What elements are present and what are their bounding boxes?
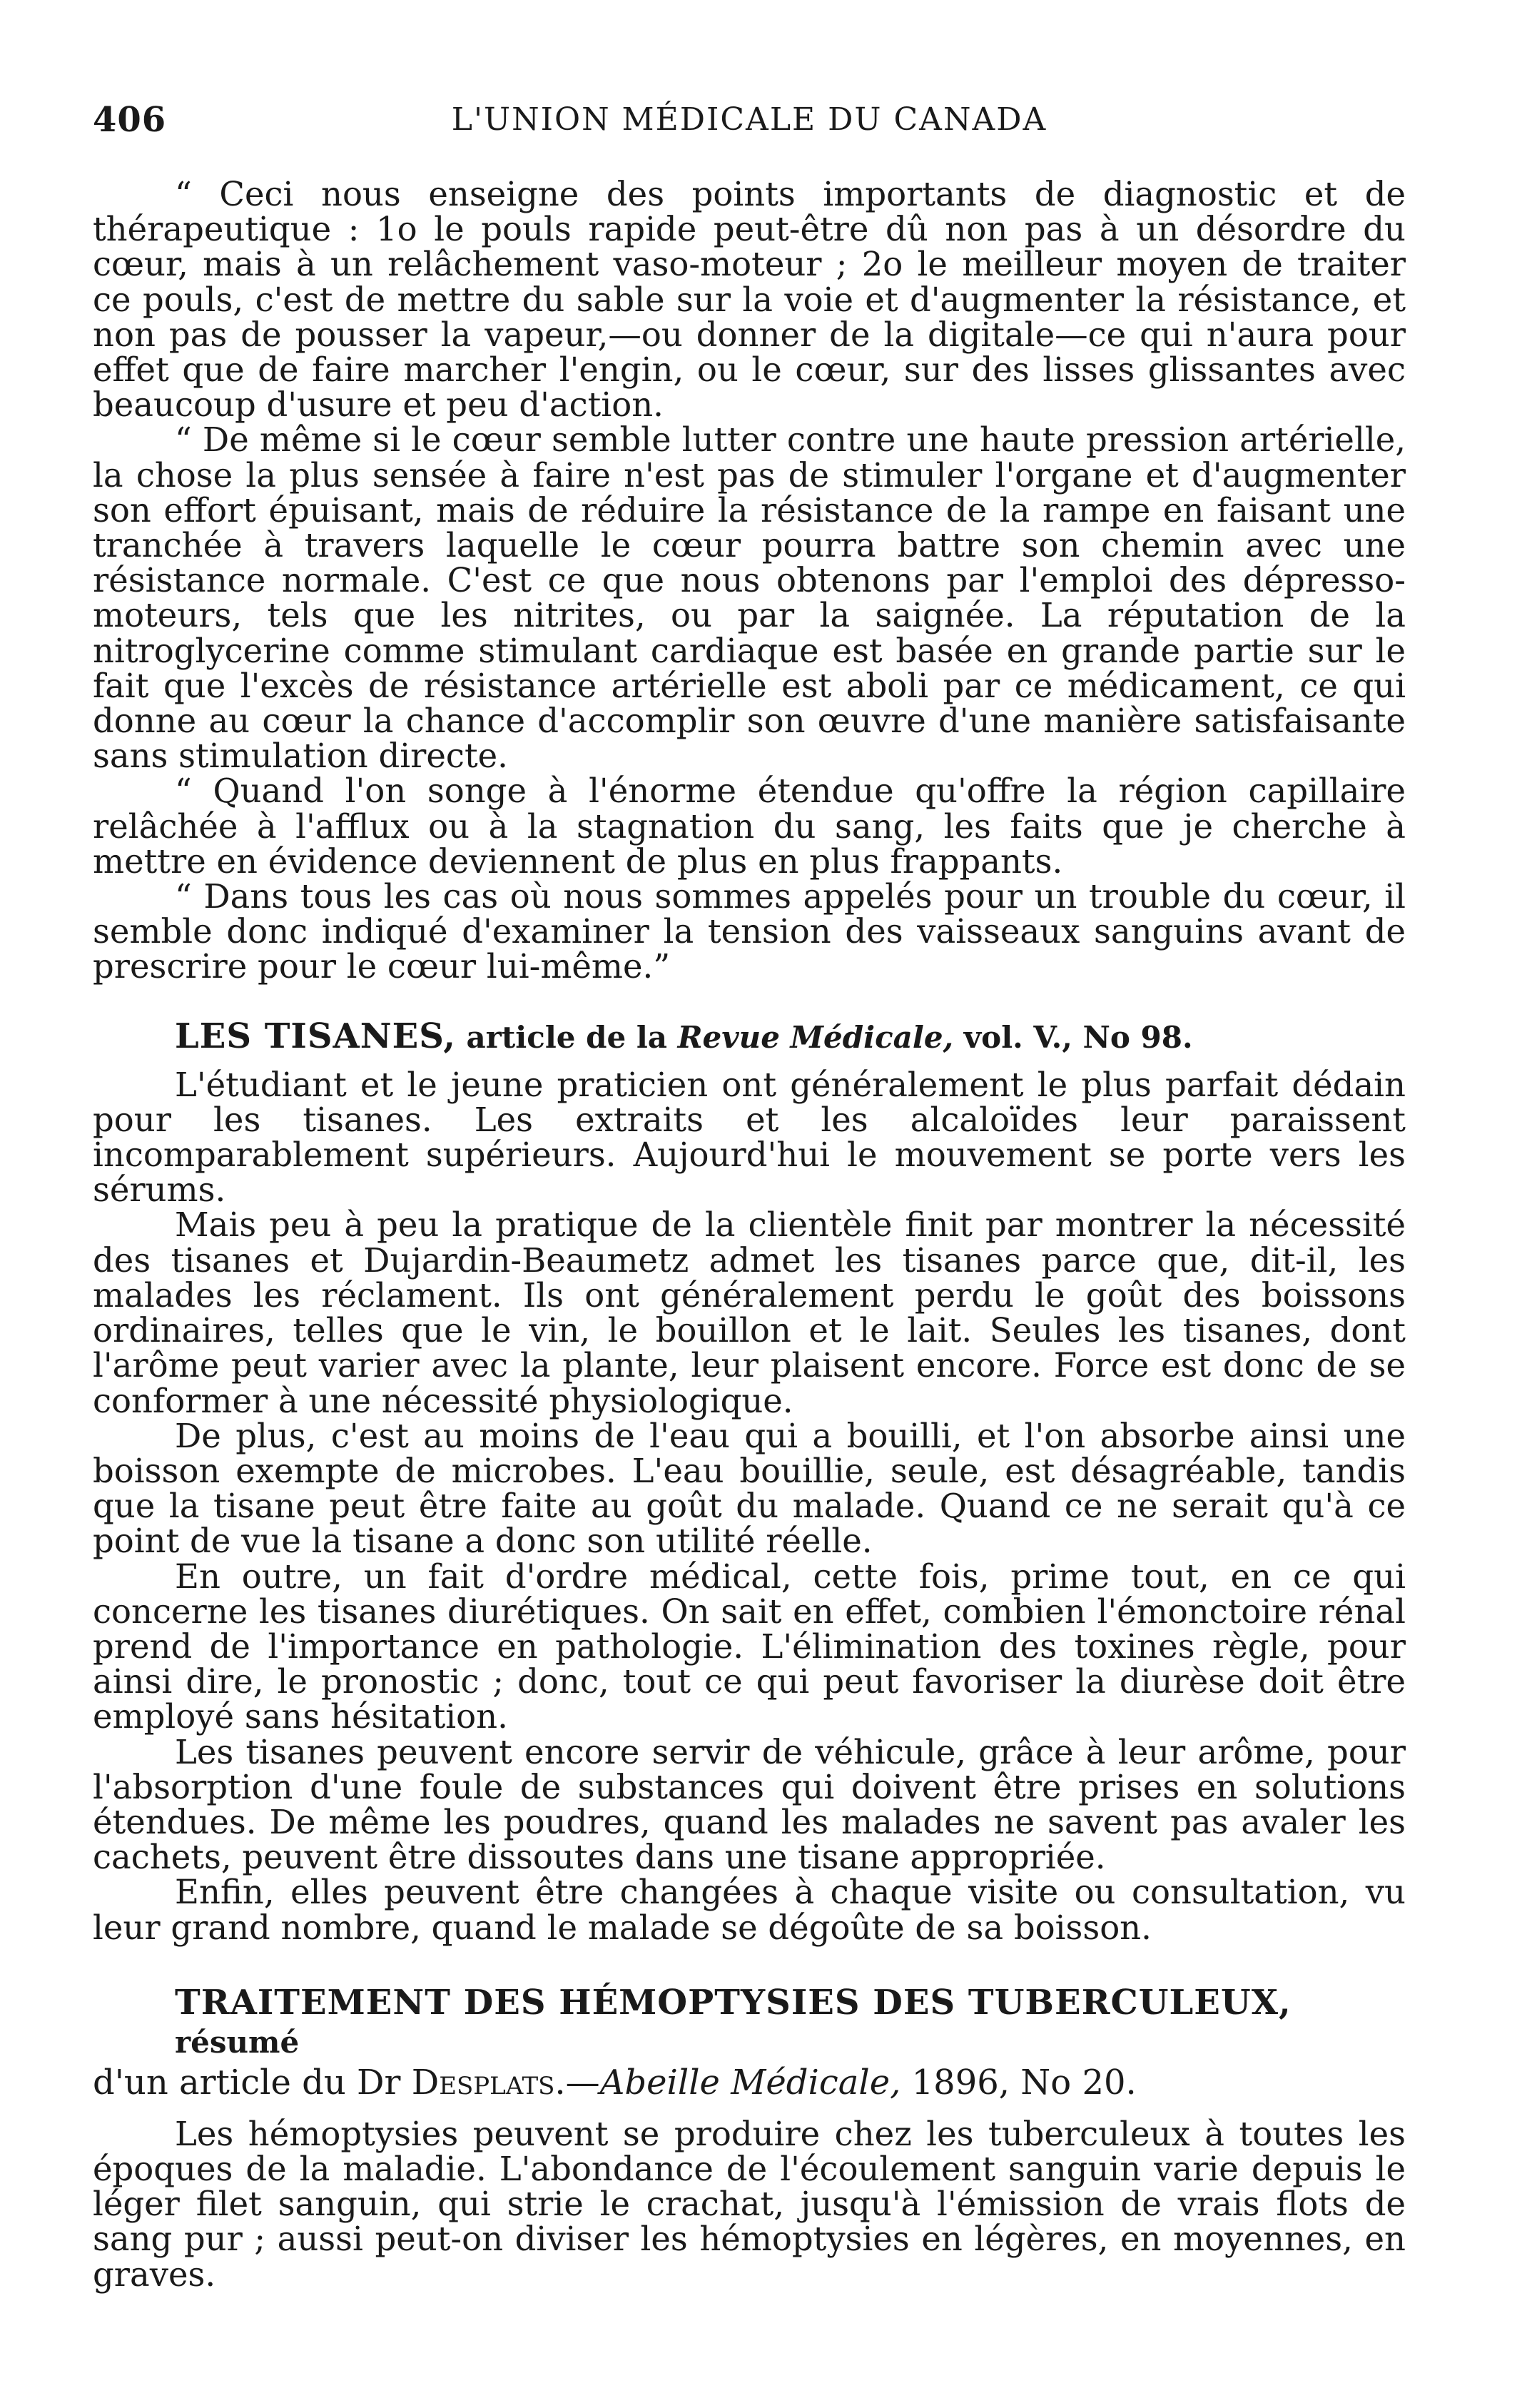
paragraph: Enfin, elles peuvent être changées à chaque visite ou consultation, vu leur grand nombre, quand le malade se dégoûte de sa boisson.: [93, 1873, 1406, 1947]
heading-text: résumé: [175, 2024, 300, 2060]
paragraph: Mais peu à peu la pratique de la clientèle finit par montrer la nécessité des tisanes et Dujardin-Beaumetz admet les tisanes parce que, dit-il, les malades les réclament. Ils ont généralement perdu le goût des boissons ordinaires, telles que le vin, le bouillon et le lait. Seules les tisanes, dont l'arôme peut varier avec la plante, leur plaisent encore. Force est donc de se conformer à une nécessité physiologique.: [93, 1205, 1406, 1420]
section-heading-tisanes: [93, 1018, 1406, 1056]
heading-dash: .—: [554, 2062, 600, 2103]
section-heading-hemoptysies-line2: [93, 2064, 1406, 2101]
heading-text: article de la: [455, 1019, 678, 1055]
quote-paragraph: “ Ceci nous enseigne des points importants de diagnostic et de thérapeutique : 1o le pouls rapide peut-être dû non pas à un désordre du cœur, mais à un relâchement vaso-moteur ; 2o le meilleur moyen de traiter ce pouls, c'est de mettre du sable sur la voie et d'augmenter la résistance, et non pas de pousser la vapeur,—ou donner de la digitale—ce qui n'aura pour effet que de faire marcher l'engin, ou le cœur, sur des lisses glissantes avec beaucoup d'usure et peu d'action.: [93, 175, 1406, 425]
heading-title: LES TISANES,: [175, 1016, 456, 1056]
heading-author: Desplats: [411, 2062, 555, 2103]
page-number: 406: [93, 100, 167, 140]
heading-journal: Revue Médicale,: [677, 1019, 954, 1055]
running-title: L'UNION MÉDICALE DU CANADA: [451, 101, 1047, 138]
heading-reference: vol. V., No 98.: [953, 1019, 1193, 1055]
paragraph: Les tisanes peuvent encore servir de véhicule, grâce à leur arôme, pour l'absorption d'une foule de substances qui doivent être prises en solutions étendues. De même les poudres, quand les malades ne savent pas avaler les cachets, peuvent être dissoutes dans une tisane appropriée.: [93, 1732, 1406, 1877]
quote-paragraph: “ De même si le cœur semble lutter contre une haute pression artérielle, la chose la plus sensée à faire n'est pas de stimuler l'organe et d'augmenter son effort épuisant, mais de réduire la résistance de la rampe en faisant une tranchée à travers laquelle le cœur pourra battre son chemin avec une résistance normale. C'est ce que nous obtenons par l'emploi des dépresso-moteurs, tels que les nitrites, ou par la saignée. La réputation de la nitroglycerine comme stimulant cardiaque est basée en grande partie sur le fait que l'excès de résistance artérielle est aboli par ce médicament, ce qui donne au cœur la chance d'accomplir son œuvre d'une manière satisfaisante sans stimulation directe.: [93, 420, 1406, 776]
heading-journal: Abeille Médicale,: [599, 2062, 901, 2103]
heading-text: d'un article du Dr: [93, 2062, 412, 2103]
section-heading-hemoptysies: [93, 1984, 1406, 2061]
heading-reference: 1896, No 20.: [900, 2062, 1137, 2103]
heading-title: TRAITEMENT DES HÉMOPTYSIES DES TUBERCULEUX,: [175, 1982, 1292, 2023]
page-header: [93, 100, 1406, 157]
paragraph: De plus, c'est au moins de l'eau qui a bouilli, et l'on absorbe ainsi une boisson exempte de microbes. L'eau bouillie, seule, est désagréable, tandis que la tisane peut être faite au goût du malade. Quand ce ne serait qu'à ce point de vue la tisane a donc son utilité réelle.: [93, 1416, 1406, 1561]
article-body: [93, 177, 1406, 2292]
quote-paragraph: “ Quand l'on songe à l'énorme étendue qu'offre la région capillaire relâchée à l'afflux ou à la stagnation du sang, les faits que je cherche à mettre en évidence deviennent de plus en plus frappants.: [93, 772, 1406, 881]
quote-paragraph: “ Dans tous les cas où nous sommes appelés pour un trouble du cœur, il semble donc indiqué d'examiner la tension des vaisseaux sanguins avant de prescrire pour le cœur lui-même.”: [93, 877, 1406, 986]
paragraph: En outre, un fait d'ordre médical, cette fois, prime tout, en ce qui concerne les tisanes diurétiques. On sait en effet, combien l'émonctoire rénal prend de l'importance en pathologie. L'élimination des toxines règle, pour ainsi dire, le pronostic ; donc, tout ce qui peut favoriser la diurèse doit être employé sans hésitation.: [93, 1557, 1406, 1736]
paragraph: L'étudiant et le jeune praticien ont généralement le plus parfait dédain pour les tisanes. Les extraits et les alcaloïdes leur paraissent incomparablement supérieurs. Aujourd'hui le mouvement se porte vers les sérums.: [93, 1065, 1406, 1210]
paragraph: Les hémoptysies peuvent se produire chez les tuberculeux à toutes les époques de la maladie. L'abondance de l'écoulement sanguin varie depuis le léger filet sanguin, qui strie le crachat, jusqu'à l'émission de vrais flots de sang pur ; aussi peut-on diviser les hémoptysies en légères, en moyennes, en graves.: [93, 2114, 1406, 2294]
